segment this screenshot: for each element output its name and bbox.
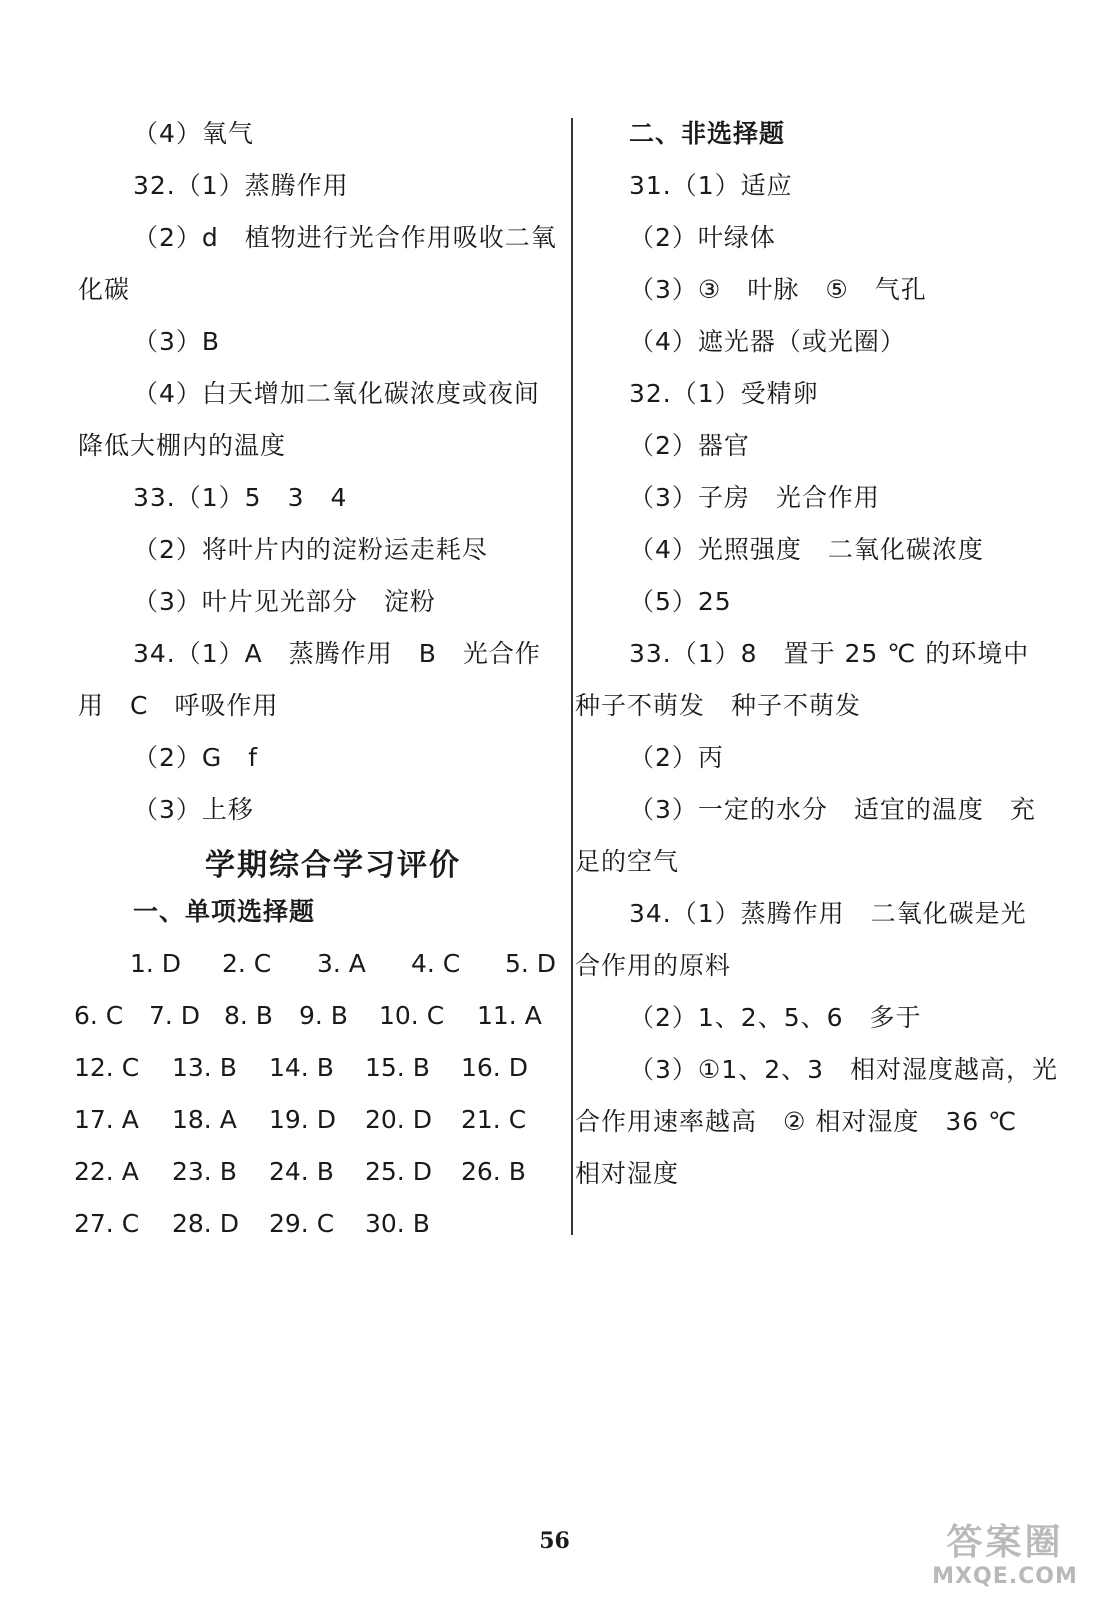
mc-answer: 22. A [74, 1157, 139, 1186]
mc-answer: 13. B [172, 1053, 237, 1082]
mc-answer: 2. C [222, 949, 272, 978]
answer-line: （2）器官 [629, 431, 750, 460]
mc-answer: 16. D [461, 1053, 528, 1082]
answer-line: （2）将叶片内的淀粉运走耗尽 [133, 535, 488, 564]
answer-line: 合作用速率越高 ② 相对湿度 36 ℃ [575, 1107, 1018, 1136]
answer-line: （2）d 植物进行光合作用吸收二氧 [133, 223, 557, 252]
mc-answer: 30. B [365, 1209, 430, 1238]
answer-line: （3）叶片见光部分 淀粉 [133, 587, 436, 616]
column-divider [571, 118, 573, 1235]
mc-answer: 4. C [411, 949, 461, 978]
answer-line: 34.（1）A 蒸腾作用 B 光合作 [133, 639, 541, 668]
mc-answer: 18. A [172, 1105, 237, 1134]
answer-line: （2）G f [133, 743, 259, 772]
mc-answer: 19. D [269, 1105, 336, 1134]
mc-row [74, 1146, 558, 1198]
answer-line: 相对湿度 [575, 1159, 680, 1188]
answer-line: （3）一定的水分 适宜的温度 充 [629, 795, 1036, 824]
answer-line: （3）子房 光合作用 [629, 483, 880, 512]
mc-answer: 11. A [477, 1001, 542, 1030]
mc-answer: 17. A [74, 1105, 139, 1134]
answer-line: 降低大棚内的温度 [78, 431, 287, 460]
mc-answer: 6. C [74, 1001, 124, 1030]
section-heading: 一、单项选择题 [133, 897, 316, 926]
answer-line: 合作用的原料 [575, 951, 732, 980]
answer-line: 用 C 呼吸作用 [78, 691, 279, 720]
multiple-choice-answers [74, 938, 558, 1250]
mc-answer: 28. D [172, 1209, 239, 1238]
section-title: 学期综合学习评价 [205, 848, 461, 883]
right-column [575, 108, 1067, 1200]
answer-line: 33.（1）5 3 4 [133, 483, 348, 512]
mc-answer: 9. B [299, 1001, 348, 1030]
mc-row [78, 938, 558, 990]
mc-answer: 21. C [461, 1105, 527, 1134]
watermark-url: MXQE.COM [932, 1564, 1078, 1589]
mc-answer: 23. B [172, 1157, 237, 1186]
answer-line: 种子不萌发 种子不萌发 [575, 691, 862, 720]
page-number: 56 [539, 1528, 570, 1554]
answer-line: （3）B [133, 327, 221, 356]
answer-line: （4）白天增加二氧化碳浓度或夜间 [133, 379, 540, 408]
mc-answer: 1. D [130, 949, 182, 978]
answer-line: （2）1、2、5、6 多于 [629, 1003, 922, 1032]
mc-answer: 5. D [505, 949, 557, 978]
answer-line: 34.（1）蒸腾作用 二氧化碳是光 [629, 899, 1027, 928]
watermark-logo [915, 1522, 1095, 1594]
answer-line: （4）氧气 [133, 119, 254, 148]
left-column [74, 108, 558, 1250]
mc-answer: 29. C [269, 1209, 335, 1238]
mc-answer: 3. A [317, 949, 366, 978]
mc-answer: 27. C [74, 1209, 140, 1238]
section-heading: 二、非选择题 [629, 119, 786, 148]
mc-row [74, 1042, 558, 1094]
mc-row [74, 1198, 558, 1250]
answer-line: 32.（1）蒸腾作用 [133, 171, 349, 200]
mc-answer: 24. B [269, 1157, 334, 1186]
watermark-text: 答案圈 [946, 1522, 1064, 1563]
mc-answer: 26. B [461, 1157, 526, 1186]
answer-line: 足的空气 [575, 847, 680, 876]
answer-line: 化碳 [78, 275, 131, 304]
mc-row [74, 990, 558, 1042]
mc-answer: 7. D [149, 1001, 201, 1030]
answer-line: （2）丙 [629, 743, 724, 772]
answer-line: （5）25 [629, 587, 732, 616]
answer-line: （3）③ 叶脉 ⑤ 气孔 [629, 275, 927, 304]
answer-line: （4）光照强度 二氧化碳浓度 [629, 535, 984, 564]
answer-line: 31.（1）适应 [629, 171, 793, 200]
answer-line: （3）①1、2、3 相对湿度越高，光 [629, 1055, 1059, 1084]
answer-line: （2）叶绿体 [629, 223, 776, 252]
mc-answer: 10. C [379, 1001, 445, 1030]
mc-answer: 25. D [365, 1157, 432, 1186]
mc-answer: 20. D [365, 1105, 432, 1134]
answer-line: （3）上移 [133, 795, 254, 824]
mc-answer: 15. B [365, 1053, 430, 1082]
answer-line: 32.（1）受精卵 [629, 379, 819, 408]
mc-answer: 14. B [269, 1053, 334, 1082]
mc-answer: 8. B [224, 1001, 273, 1030]
mc-answer: 12. C [74, 1053, 140, 1082]
mc-row [74, 1094, 558, 1146]
answer-line: （4）遮光器（或光圈） [629, 327, 906, 356]
answer-line: 33.（1）8 置于 25 ℃ 的环境中 [629, 639, 1030, 668]
